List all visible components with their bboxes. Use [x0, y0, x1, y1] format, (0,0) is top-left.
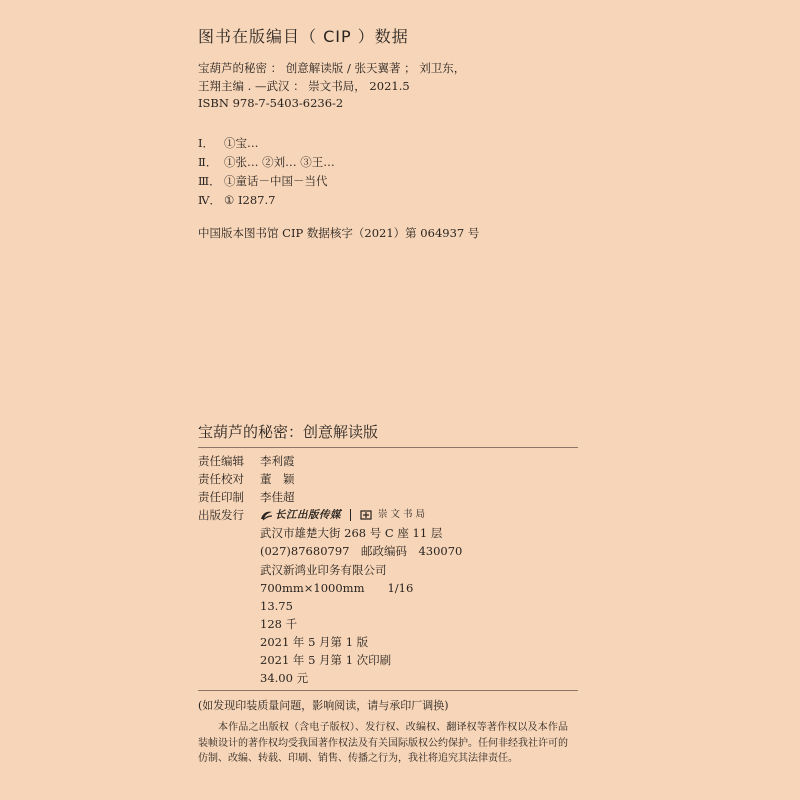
colophon-row	[198, 651, 578, 669]
subject-text: ① I287.7	[224, 193, 276, 207]
colophon-value: 700mm×1000mm 1/16	[260, 580, 414, 595]
cip-heading: 图书在版编目（ CIP ）数据	[198, 27, 409, 46]
subject-item	[198, 134, 335, 153]
colophon-row	[198, 633, 578, 651]
publisher-logo-text: 长江出版传媒	[275, 509, 341, 522]
copyright-statement: 本作品之出版权（含电子版权）、发行权、改编权、翻译权等著作权以及本作品装帧设计的著作权均受我国著作权法及有关国际版权公约保护。任何非经我社许可的仿制、改编、转载、印刷、销售、传播之行为，我社将追究其法律责任。	[198, 722, 568, 764]
colophon-row	[198, 579, 578, 597]
colophon-label: 出版发行	[198, 508, 244, 523]
colophon-value: 李利霞	[260, 454, 295, 468]
publisher-logo	[260, 506, 341, 524]
colophon-row	[198, 488, 578, 506]
quality-notice: (如发现印装质量问题，影响阅读，请与承印厂调换)	[198, 699, 449, 712]
colophon-row	[198, 561, 578, 579]
subject-item	[198, 153, 335, 172]
colophon-row	[198, 470, 578, 488]
colophon-row	[198, 669, 578, 687]
subject-roman: Ⅳ．	[198, 193, 221, 207]
subject-item	[198, 191, 335, 210]
cip-number: 中国版本图书馆 CIP 数据核字（2021）第 064937 号	[198, 226, 480, 240]
colophon-row	[198, 524, 578, 542]
colophon-value: 武汉市雄楚大街 268 号 C 座 11 层	[260, 526, 443, 541]
colophon-value: 2021 年 5 月第 1 次印刷	[260, 653, 392, 668]
subject-text: ①宝…	[224, 136, 259, 150]
publisher-logo-icon	[260, 510, 273, 521]
record-line: 王翔主编 . —武汉 ： 崇文书局， 2021.5	[198, 78, 410, 93]
logo-separator	[350, 509, 351, 521]
colophon-row	[198, 452, 578, 470]
subject-roman: Ⅱ．	[198, 155, 218, 169]
colophon	[198, 452, 578, 687]
publisher-logos	[260, 506, 578, 524]
divider	[198, 690, 578, 691]
colophon-row	[198, 615, 578, 633]
subject-list	[198, 134, 335, 210]
imprint-logo-icon	[360, 510, 372, 520]
colophon-label: 责任编辑	[198, 454, 244, 468]
colophon-row	[198, 597, 578, 615]
colophon-row-publisher	[198, 506, 578, 524]
subject-roman: Ⅲ．	[198, 174, 221, 188]
subject-text: ①张… ②刘… ③王…	[224, 155, 335, 169]
colophon-value: 武汉新鸿业印务有限公司	[260, 562, 387, 577]
divider	[198, 447, 578, 448]
colophon-value: 董 颖	[260, 472, 295, 487]
colophon-value: 2021 年 5 月第 1 版	[260, 634, 369, 649]
colophon-label: 责任校对	[198, 472, 244, 487]
imprint-name: 崇文书局	[378, 509, 429, 521]
isbn-line: ISBN 978-7-5403-6236-2	[198, 96, 344, 110]
colophon-value: 13.75	[260, 598, 293, 613]
subject-text: ①童话－中国－当代	[224, 174, 328, 188]
colophon-label: 责任印制	[198, 490, 244, 505]
record-line: 宝葫芦的秘密 ： 创意解读版 / 张天翼著 ； 刘卫东，	[198, 61, 466, 75]
cip-record	[198, 60, 465, 113]
colophon-value: (027)87680797 邮政编码 430070	[260, 544, 463, 559]
colophon-row	[198, 542, 578, 560]
colophon-value: 李佳超	[260, 490, 295, 505]
colophon-value: 34.00 元	[260, 671, 309, 686]
colophon-value: 128 千	[260, 616, 298, 631]
book-title: 宝葫芦的秘密：创意解读版	[198, 423, 379, 441]
subject-item	[198, 172, 335, 191]
subject-roman: Ⅰ．	[198, 136, 215, 150]
